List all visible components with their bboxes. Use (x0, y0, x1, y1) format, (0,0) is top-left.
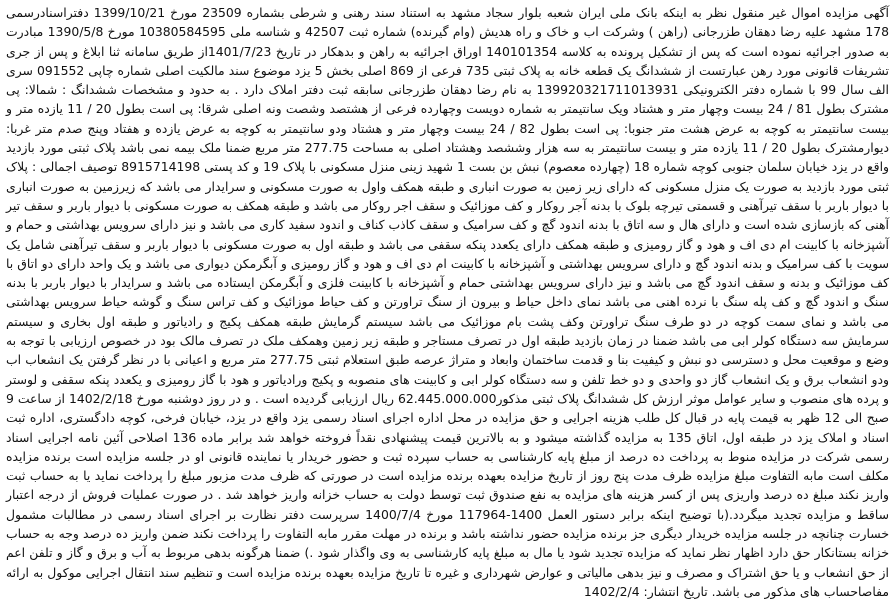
auction-notice-body-text: آگهی مزایده اموال غیر منقول نظر به اینکه بانک ملی ایران شعبه بلوار سجاد مشهد به استناد سند رهنی و شرطی بشماره 23509 مورخ 1399/10/21 دفتراسنادرسمی 178 مشهد علیه رضا دهقان طزرجانی (راهن ) وشرکت اب و خاک و راه هدیش (وام گیرنده) شماره ثبت 42507 و شناسه ملی 10380584595 مورخ 1390/5/8 مبادرت به صدور اجرائیه نموده است که پس از تشکیل پرونده به کلاسه 140101354 اوراق اجرائیه به راهن و بدهکار در تاریخ 1401/7/23از طریق سامانه ثنا ابلاغ و پس از جری تشریفات قانونی مورد رهن عبارتست از ششدانگ یک قطعه خانه به پلاک ثبتی 735 فرعی از 869 اصلی بخش 5 یزد موضوع سند مالکیت اصلی شماره چاپی 091552 سری الف سال 99 با شماره دفتر الکترونیکی 139920321711013931 به نام رضا دهقان طزرجانی سابقه ثبت دفتر املاک دارد . به حدود و مشخصات ششدانگ : شمالا: پی مشترک بطول 81 / 24 بیست وچهار متر و هشتاد ویک سانتیمتر به شماره دویست وچهارده فرعی از هشتصد وشصت ونه اصلی شرقا: پی است بطول 20 / 11 یازده متر و بیست سانتیمتر به کوچه به عرض هشت متر جنوبا: پی است بطول 82 / 24 بیست وچهار متر و هشتاد ودو سانتیمتر به کوچه به عرض یازده و هفتاد وپنج صدم متر غربا: دیوارمشترک بطول 20 / 11 یازده متر و بیست سانتیمتر به سه هزار وششصد وهشتاد اصلی به مساحت 277.75 متر مربع ضمنا ملک بیمه نمی باشد پلاک ثبتی مورد بازدید واقع در یزد خیابان سلمان جنوبی کوچه شماره 18 (چهارده معصوم) نبش بن بست 1 شهید زینی منزل مسکونی با پلاک 19 و کد پستی 8915714198 توصیف اجمالی : پلاک ثبتی مورد بازدید به صورت یک منزل مسکونی که دارای زیر زمین به صورت انباری و طبقه همکف واول به صورت مسکونی و سرایدار می باشد که زیرزمین به صورت انباری با دیوار باربر با سقف تیرآهنی و قسمتی تیرچه بلوک با بدنه آجر روکار و کف موزائیک و سقف اجر روکار می باشد و طبقه همکف به صورت مسکونی با دیوار باربر و سقف تیر آهنی که بازسازی شده است و دارای هال و سه اتاق با بدنه اندود گچ و کف سرامیک و سقف کاذب کناف و اندود سفید کاری می باشد و نیز دارای سرویس بهداشتی و حمام و آشپزخانه با کابینت ام دی اف و هود و گاز رومیزی و طبقه همکف دارای یکعدد پنکه سقفی می باشد و طبقه اول به صورت مسکونی با دیوار باربر و سقف تیرآهنی شامل یک سویت با کف سرامیک و بدنه اندود گچ و دارای سرویس بهداشتی و آشپزخانه با کابینت ام دی اف و هود و گاز رومیزی و آبگرمکن دیواری می باشد و یک واحد دارای دو اتاق با کف موزائیک و بدنه و سقف اندود گچ می باشد و نیز دارای سرویس بهداشتی حمام و آشپزخانه با کابینت فلزی و آبگرمکن ایستاده می باشد و سرایدار با دیوار باربر با بدنه سنگ و اندود گچ و کف پله سنگ با نرده اهنی می باشد نمای داخل حیاط و بیرون از سنگ تراورتن و کف حیاط موزائیک و کف تراس سنگ و گوشه حیاط سرویس بهداشتی می باشد و نمای سمت کوچه در دو طرف سنگ تراورتن وکف پشت بام موزائیک می باشد سیستم گرمایش طبقه همکف پکیج و رادیاتور و طبقه اول بخاری و سیستم سرمایش سه دستگاه کولر ابی می باشد ضمنا در زمان بازدید طبقه اول در تصرف مستاجر و طبقه زیر زمین وهمکف ملک در تصرف مالک بود در خصوص ارزیابی با توجه به وضع و موقعیت محل و دسترسی دو نبش و کیفیت بنا و قدمت ساختمان وابعاد و متراژ عرصه طبق استعلام ثبتی 277.75 متر مربع و اعیانی با در نظر گرفتن یک انشعاب اب ودو انشعاب برق و یک انشعاب گاز دو واحدی و دو خط تلفن و سه دستگاه کولر ابی و کابینت های منصوبه و پکیج ورادیاتور و هود با گاز رومیزی و یکعدد پنکه سقفی و لوستر و پرده های منصوب و سایر عوامل موثر ارزش کل ششدانگ پلاک ثبتی مذکور62.445.000.000 ریال ارزیابی گردیده است . و در روز دوشنبه مورخ 1402/2/18 از ساعت 9 صبح الی 12 ظهر به قیمت پایه در قبال کل طلب هزینه اجرایی و حق مزایده در محل اداره اجرای اسناد رسمی یزد واقع در یزد، خیابان فرخی، کوچه دادگستری، اداره ثبت اسناد و املاک یزد در طبقه اول، اتاق 135 به مزایده گذاشته میشود و به بالاترین قیمت پیشنهادی نقداً فروخته خواهد شد برابر ماده 136 اصلاحی آئین نامه اجرایی اسناد رسمی شرکت در مزایده منوط به پرداخت ده درصد از مبلغ پایه کارشناسی به حساب سپرده ثبت و حضور خریدار یا نماینده قانونی او در جلسه مزایده است برنده مزایده مکلف است مابه التفاوت مبلغ مزایده ظرف مدت پنج روز از تاریخ مزایده بعهده برنده مزایده است در صورتی که ظرف مدت مزبور مبلغ را پرداخت نماید یا به حساب ثبت واریز نکند مبلغ ده درصد واریزی پس از کسر هزینه های مزایده به نفع صندوق ثبت توسط دولت به حساب خزانه واریز خواهد شد . در صورت عملیات فروش از درجه اعتبار ساقط و مزایده تجدید میگردد.(با توضیح اینکه برابر دستور العمل 1400-117964 مورخ 1400/7/4 سرپرست دفتر نظارت بر اجرای اسناد رسمی در مطالبات مشمول خسارت چنانچه در جلسه مزایده خریدار دیگری جز برنده مزایده حضور نداشته باشد و برنده در مهلت مقرر مابه التفاوت را پرداخت نکند ضمن واریز ده درصد وجه به حساب خزانه بستانکار حق دارد اظهار نظر نماید که مزایده تجدید شود یا مال به مبلغ پایه کارشناسی به وی واگذار شود .) ضمنا هرگونه بدهی مربوط به آب و برق و گاز و تلفن اعم از حق انشعاب و یا حق اشتراک و مصرف و نیز بدهی مالیاتی و عوارض شهرداری و غیره تا تاریخ مزایده بعهده برنده مزایده است و تنظیم سند انتقال اجرایی موکول به ارائه مفاصاحساب های مذکور می باشد. تاریخ انتشار: 1402/2/4 (6, 5, 890, 599)
